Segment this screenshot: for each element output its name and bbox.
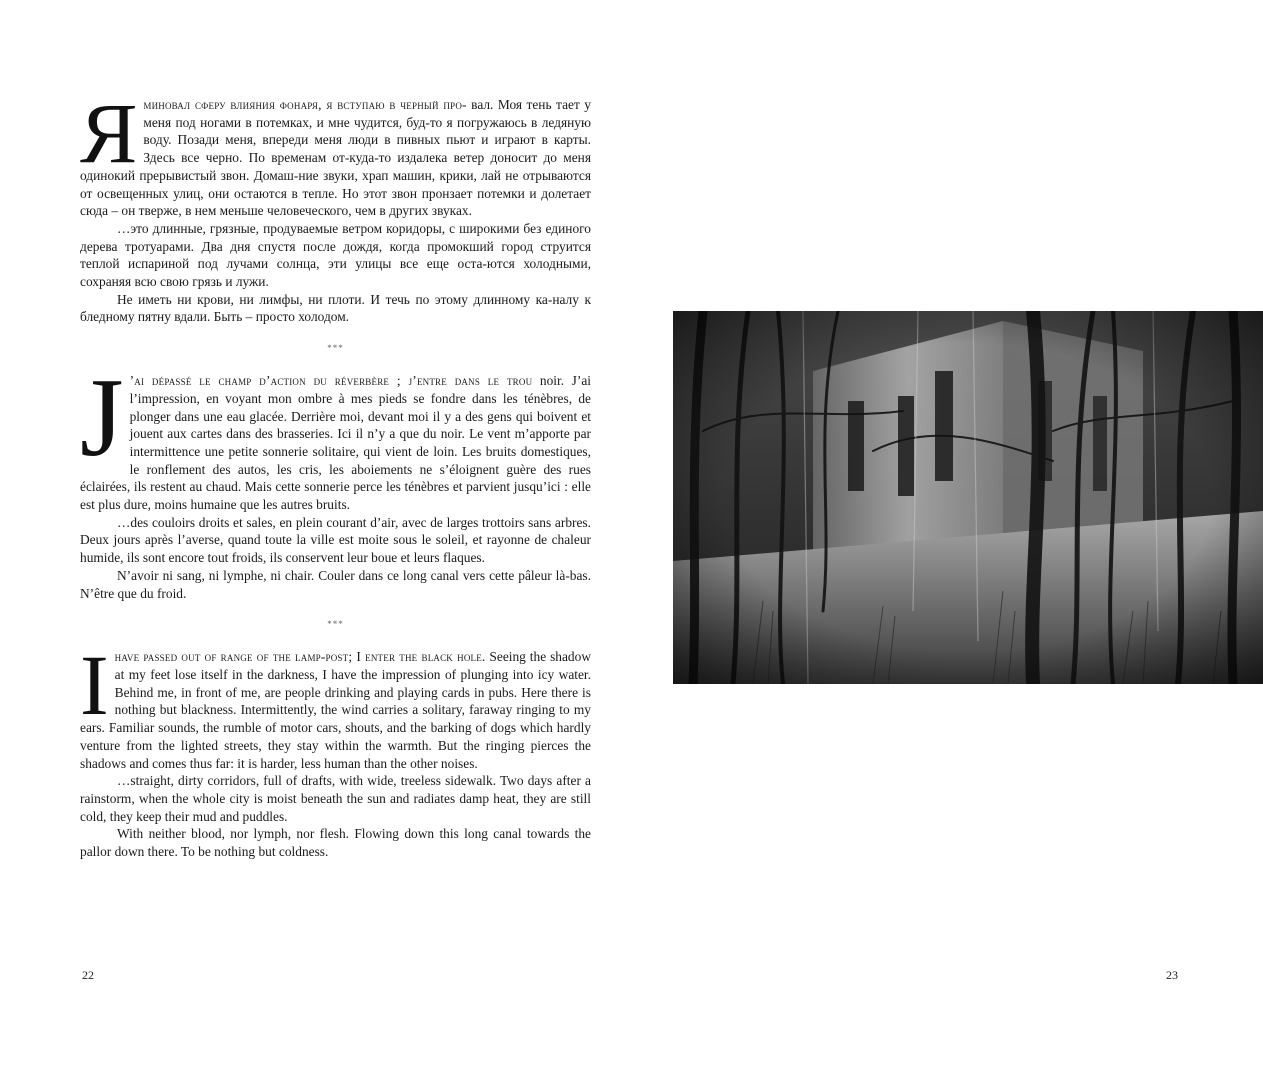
paragraph-text: вал. Моя тень тает у меня под ногами в потемках, и мне чудится, буд-то я погружаюсь в ледяную воду. Позади меня, впереди меня люди в пивных пьют и играют в карты. Здесь все черно. По временам от-куда-то издалека ветер доносит до меня одинокий прерывистый звон. Домаш-ние звуки, храп машин, крики, лай не отрываются от освещенных улиц, они остаются в тепле. Но этот звон пронзает потемки и долетает сюда – он тверже, в нем меньше человеческого, чем в других звуках. (80, 97, 591, 219)
page-number-left: 22 (82, 968, 94, 982)
building-photo (673, 311, 1263, 684)
paragraph: …straight, dirty corridors, full of drafts, with wide, treeless sidewalk. Two days after a rainstorm, when the whole city is moist beneath the sun and radiates damp heat, they are still cold, they keep their mud and puddles. (80, 773, 591, 824)
drop-cap: J (80, 356, 124, 481)
paragraph-text: Seeing the shadow at my feet lose itself in the darkness, I have the impression of plunging into icy water. Behind me, in front of me, are people drinking and playing cards in pubs. Here there is nothing but blackness. Intermittently, the wind carries a solitary, faraway ringing to my ears. Familiar sounds, the rumble of motor cars, shouts, and the barking of dogs which hardly venture from the lighted streets, they stay within the warmth. But the ringing pierces the shadows and comes thus far: it is harder, less human than the other noises. (80, 649, 591, 771)
drop-cap: Я (80, 85, 138, 181)
section-separator: *** (327, 343, 344, 354)
paragraph-text: noir. J’ai l’impression, en voyant mon ombre à mes pieds se fondre dans les ténèbres, de plonger dans une eau glacée. Derrière moi, devant moi il y a des gens qui boivent et jouent aux cartes dans des brasseries. Ici il n’y a que du noir. Le vent m’apporte par intermittence une petite sonnerie solitaire, qui vient de loin. Les bruits domestiques, le ronflement des autos, les cris, les aboiements ne s’éloignent guère des rues éclairées, ils restent au chaud. Mais cette sonnerie perce les ténèbres et parvient jusqu’ici : elle est plus dure, moins humaine que les autres bruits. (80, 373, 591, 513)
page-number-right: 23 (1166, 968, 1178, 982)
lead-in: миновал сферу влияния фонаря, я вступаю в черный про- (143, 97, 467, 112)
russian-section (80, 85, 591, 326)
first-paragraph (80, 85, 591, 220)
photo-vignette (673, 311, 1263, 684)
photo-illustration (673, 311, 1263, 684)
lead-in: ’ai dépassé le champ d’action du réverbère ; j’entre dans le trou (129, 373, 533, 389)
first-paragraph (80, 356, 591, 514)
paragraph: With neither blood, nor lymph, nor flesh. Flowing down this long canal towards the pallor down there. To be nothing but coldness. (80, 826, 591, 860)
text-column (80, 85, 591, 861)
drop-cap: I (80, 637, 109, 734)
paragraph: N’avoir ni sang, ni lymphe, ni chair. Couler dans ce long canal vers cette pâleur là-bas. N’être que du froid. (80, 567, 591, 601)
lead-in: have passed out of range of the lamp-post; I enter the black hole. (114, 649, 486, 665)
french-section (80, 356, 591, 602)
paragraph: Не иметь ни крови, ни лимфы, ни плоти. И течь по этому длинному ка-налу к бледному пятну вдали. Быть – просто холодом. (80, 291, 591, 325)
section-separator: *** (327, 619, 344, 630)
english-section (80, 637, 591, 860)
first-paragraph (80, 637, 591, 772)
paragraph: …des couloirs droits et sales, en plein courant d’air, avec de larges trottoirs sans arbres. Deux jours après l’averse, quand toute la ville est moite sous le soleil, et rayonne de chaleur humide, ils sont encore tout froids, ils conservent leur boue et leurs flaques. (80, 514, 591, 566)
paragraph: …это длинные, грязные, продуваемые ветром коридоры, с широкими без единого дерева тротуарами. Два дня спустя после дождя, когда промокший город струится теплой испариной под лучами солнца, эти улицы все еще оста-ются холодными, сохраняя всю свою грязь и лужи. (80, 220, 591, 290)
